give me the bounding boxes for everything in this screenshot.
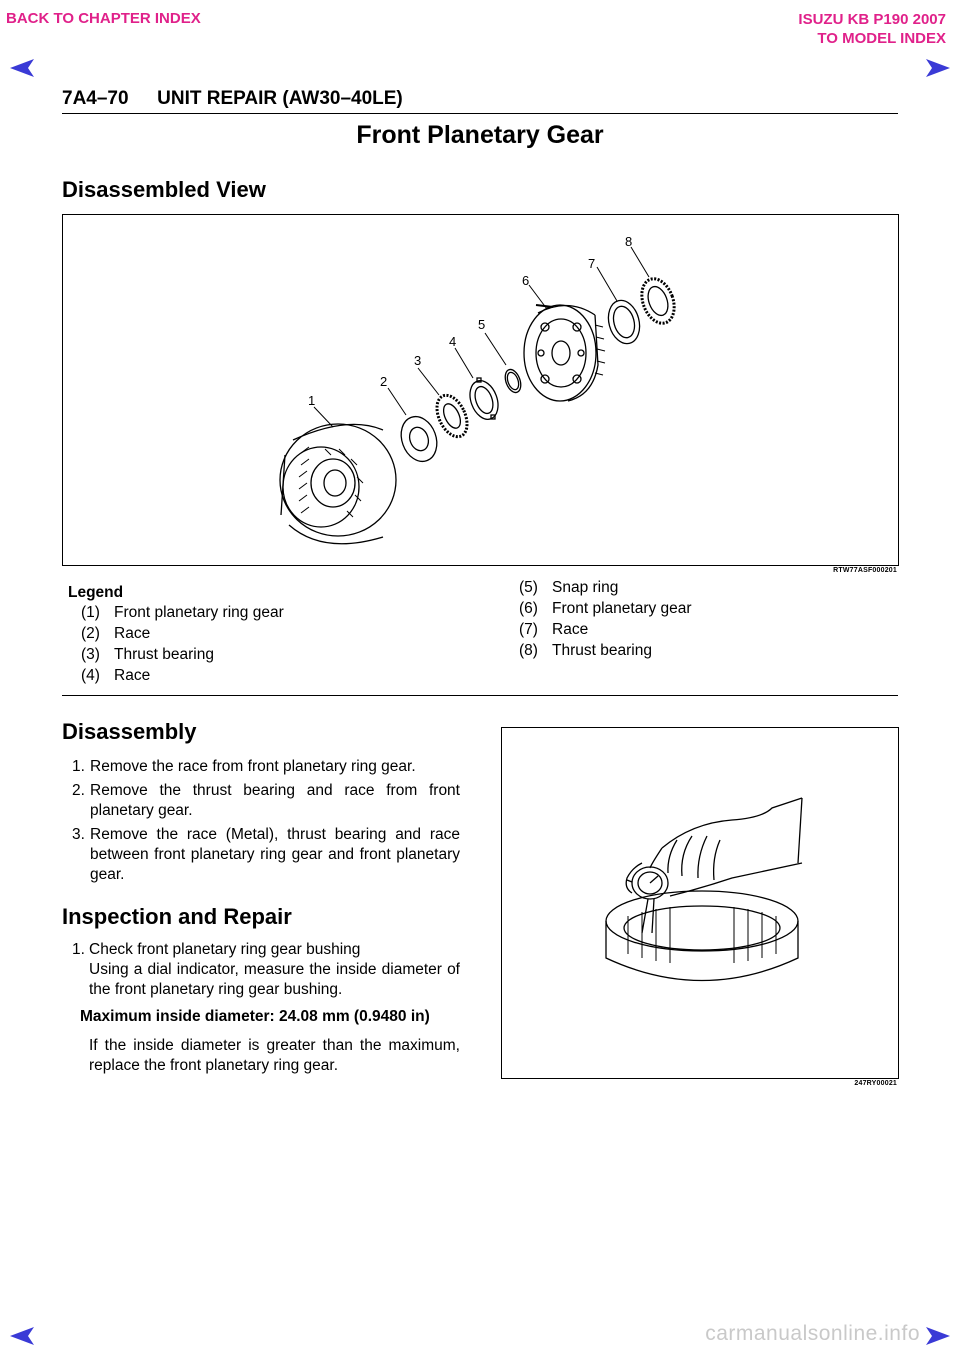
next-page-arrow-icon[interactable]: [924, 58, 952, 78]
legend-item: (8) Thrust bearing: [519, 642, 652, 659]
page-number: 7A4–70: [62, 88, 129, 109]
dial-indicator-figure: [501, 727, 899, 1079]
legend-item: (4) Race: [81, 667, 151, 684]
legend-item: (2) Race: [81, 625, 151, 642]
legend-title: Legend: [68, 584, 124, 601]
callout-leader-lines: [314, 247, 649, 427]
back-to-chapter-index-link[interactable]: BACK TO CHAPTER INDEX: [6, 10, 201, 27]
watermark: carmanualsonline.info: [705, 1322, 920, 1345]
page-header: [62, 88, 403, 110]
front-planetary-ring-gear-drawing: [280, 424, 396, 544]
model-index-link-block[interactable]: [798, 10, 946, 48]
ring-gear-drawing: [606, 891, 798, 981]
legend-item: (5) Snap ring: [519, 579, 619, 596]
inspection-step-text: Using a dial indicator, measure the inside diameter of the front planetary ring gear bushing.: [89, 961, 460, 998]
race-2-drawing: [395, 412, 443, 467]
callout-3: 3: [414, 353, 422, 368]
callout-8: 8: [625, 234, 633, 249]
race-7-drawing: [604, 297, 644, 347]
front-planetary-gear-drawing: [524, 305, 605, 401]
legend-column-right: [519, 577, 692, 661]
inspection-repair-heading: Inspection and Repair: [62, 904, 292, 929]
legend-item: (7) Race: [519, 621, 589, 638]
disassembly-step: 1. Remove the race from front planetary ring gear.: [72, 758, 416, 775]
callout-4: 4: [449, 334, 457, 349]
page-title: Front Planetary Gear: [356, 121, 604, 149]
model-title-link[interactable]: ISUZU KB P190 2007: [798, 11, 946, 28]
legend-rule: [62, 695, 898, 696]
max-inside-diameter-spec: Maximum inside diameter: 24.08 mm (0.9480 in): [80, 1008, 430, 1025]
to-model-index-link[interactable]: TO MODEL INDEX: [817, 30, 946, 47]
thrust-bearing-8-drawing: [636, 274, 680, 327]
inspection-step-title: 1. Check front planetary ring gear bushing: [72, 941, 361, 958]
header-rule: [62, 113, 898, 114]
disassembly-step: 3. Remove the race (Metal), thrust bearing and race between front planetary ring gear and front planetary gear.: [72, 826, 460, 883]
section-title: UNIT REPAIR (AW30–40LE): [157, 88, 403, 109]
inspection-step-1: [72, 940, 460, 1000]
callout-numbers: [308, 234, 632, 408]
prev-page-arrow-icon[interactable]: [8, 58, 36, 78]
thrust-bearing-3-drawing: [431, 391, 473, 442]
race-4-drawing: [465, 377, 503, 423]
disassembled-view-heading: Disassembled View: [62, 177, 266, 202]
legend-column-left: [81, 602, 284, 686]
callout-2: 2: [380, 374, 388, 389]
figure-id-1: RTW77ASF000201: [833, 567, 897, 574]
exploded-parts-drawing: [63, 215, 898, 565]
figure-id-2: 247RY00021: [854, 1080, 897, 1087]
callout-5: 5: [478, 317, 486, 332]
disassembly-steps: [72, 757, 460, 885]
inspection-note: If the inside diameter is greater than the maximum, replace the front planetary ring gear.: [89, 1037, 460, 1074]
snap-ring-5-drawing: [502, 367, 523, 394]
disassembled-view-figure: [62, 214, 899, 566]
legend-item: (3) Thrust bearing: [81, 646, 214, 663]
callout-1: 1: [308, 393, 316, 408]
next-page-arrow-bottom-icon[interactable]: [924, 1326, 952, 1346]
callout-6: 6: [522, 273, 530, 288]
prev-page-arrow-bottom-icon[interactable]: [8, 1326, 36, 1346]
legend-item: (6) Front planetary gear: [519, 600, 692, 617]
legend-item: (1) Front planetary ring gear: [81, 604, 284, 621]
dial-indicator-drawing: [502, 728, 898, 1078]
disassembly-heading: Disassembly: [62, 719, 197, 744]
callout-7: 7: [588, 256, 596, 271]
disassembly-step: 2. Remove the thrust bearing and race from front planetary gear.: [72, 782, 460, 819]
